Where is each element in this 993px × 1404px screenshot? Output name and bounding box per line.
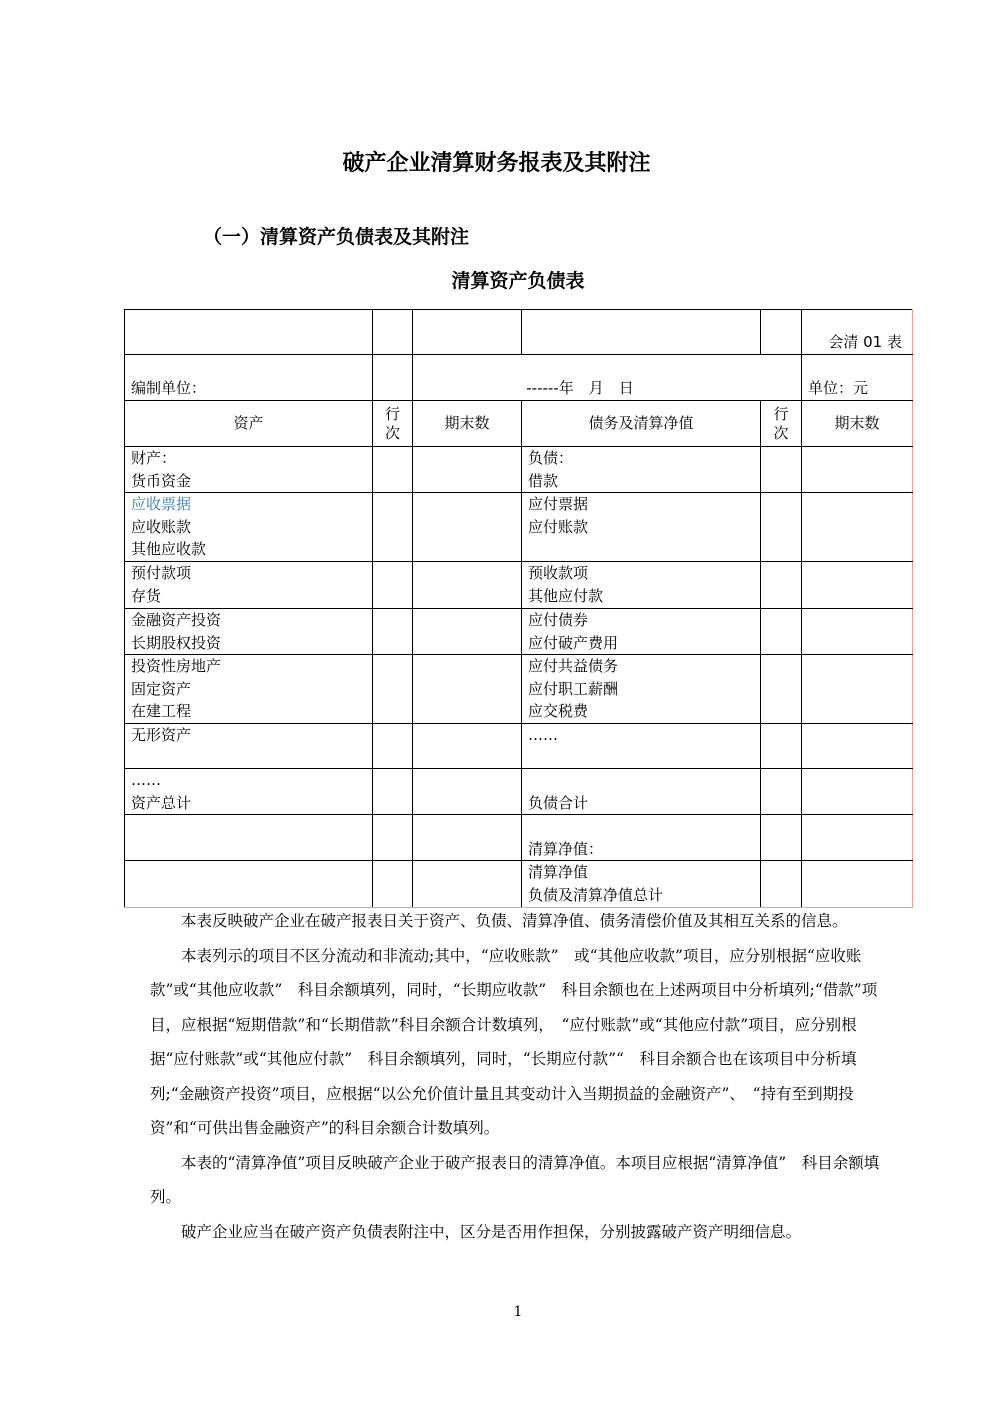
liability-cell xyxy=(522,493,761,562)
liability-cell xyxy=(522,724,761,769)
asset-item: 投资性房地产 xyxy=(131,657,222,675)
liability-item: 应付债券 xyxy=(528,611,589,629)
asset-cell xyxy=(125,493,373,562)
liability-item: 应付破产费用 xyxy=(528,633,619,652)
form-code: 会清 01 表 xyxy=(802,310,913,355)
liability-item: …… xyxy=(528,726,558,744)
asset-item: 预付款项 xyxy=(131,564,192,582)
table-row xyxy=(125,562,913,609)
note-paragraph: 本表的“清算净值”项目反映破产企业于破产报表日的清算净值。本项目应根据“清算净值” 科目余额填列。 xyxy=(150,1153,880,1206)
asset-item: 长期股权投资 xyxy=(131,633,222,652)
liability-cell xyxy=(522,769,761,815)
asset-cell xyxy=(125,769,373,815)
table-row xyxy=(125,769,913,815)
table-row xyxy=(125,609,913,655)
liquidation-net-value: 清算净值 xyxy=(528,863,589,881)
liability-cell xyxy=(522,861,761,908)
header-assets: 资产 xyxy=(125,401,373,447)
header-row xyxy=(125,401,913,447)
header-row-no-b xyxy=(761,401,802,447)
info-row xyxy=(125,355,913,401)
asset-item: 财产： xyxy=(131,449,177,467)
document-title: 破产企业清算财务报表及其附注 xyxy=(342,150,651,176)
balance-sheet-table xyxy=(124,309,913,908)
asset-cell xyxy=(125,447,373,493)
asset-item: 存货 xyxy=(131,586,162,605)
note-paragraph: 本表反映破产企业在破产报表日关于资产、负债、清算净值、债务清偿价值及其相互关系的信息。 xyxy=(181,912,848,930)
header-row-no-2: 次 xyxy=(384,423,400,442)
asset-item: 其他应收款 xyxy=(131,540,207,558)
header-row-no-b2: 次 xyxy=(773,423,789,442)
grand-total: 负债及清算净值总计 xyxy=(528,885,664,904)
asset-item: 货币资金 xyxy=(131,471,192,490)
asset-item: …… xyxy=(131,771,161,789)
table-title: 清算资产负债表 xyxy=(451,270,585,292)
header-period-end: 期末数 xyxy=(413,401,522,447)
form-code-row xyxy=(125,310,913,355)
liquidation-net-value-heading: 清算净值： xyxy=(528,839,604,858)
header-liabilities: 债务及清算净值 xyxy=(522,401,761,447)
table-notes xyxy=(150,904,892,1249)
header-period-end-b: 期末数 xyxy=(802,401,913,447)
note-paragraph: 本表列示的项目不区分流动和非流动;其中，“应收账款” 或“其他应收款”项目，应分别根据“应收账款”或“其他应收款” 科目余额填列，同时，“长期应收款” 科目余额也在上述两项目中分析填列;“借款”项目，应根据“短期借款”和“长期借款”科目余额合计数填列， “应付账款”或“其他应付款”项目，应分别根据“应付账款”或“其他应付款” 科目余额填列，同时，“长期应付款”“ 科目余额合也在该项目中分析填列;“金融资产投资”项目，应根据“以公允价值计量且其变动计入当期损益的金融资产”、 “持有至到期投资”和“可供出售金融资产”的科目余额合计数填列。 xyxy=(150,946,878,1137)
liability-item: 借款 xyxy=(528,471,559,490)
liability-item: 负债： xyxy=(528,449,574,467)
liability-item: 应付职工薪酬 xyxy=(528,679,619,698)
header-row-no-1: 行 xyxy=(384,404,400,423)
asset-cell xyxy=(125,655,373,724)
date-label: ------年 月 日 xyxy=(413,355,802,401)
table-row xyxy=(125,815,913,861)
unit-label: 单位：元 xyxy=(802,355,913,401)
liability-cell xyxy=(522,815,761,861)
liability-cell xyxy=(522,447,761,493)
asset-item-link[interactable]: 应收票据 xyxy=(131,495,192,513)
liability-item: 预收款项 xyxy=(528,564,589,582)
liability-item xyxy=(528,769,760,792)
asset-total: 资产总计 xyxy=(131,793,192,812)
asset-item: 无形资产 xyxy=(131,726,192,744)
table-row xyxy=(125,655,913,724)
liability-item xyxy=(528,815,760,838)
table-row xyxy=(125,861,913,908)
asset-cell xyxy=(125,562,373,609)
asset-item: 在建工程 xyxy=(131,702,192,720)
liability-item: 应付票据 xyxy=(528,495,589,513)
table-row xyxy=(125,447,913,493)
table-row xyxy=(125,493,913,562)
liability-item: 应交税费 xyxy=(528,702,589,720)
liability-cell xyxy=(522,655,761,724)
liability-total: 负债合计 xyxy=(528,793,589,812)
asset-item: 固定资产 xyxy=(131,679,192,698)
section-title: （一）清算资产负债表及其附注 xyxy=(203,226,470,248)
note-paragraph: 破产企业应当在破产资产负债表附注中，区分是否用作担保，分别披露破产资产明细信息。 xyxy=(181,1222,802,1241)
liability-item: 应付共益债务 xyxy=(528,657,619,675)
liability-item: 应付账款 xyxy=(528,517,589,536)
page-number: 1 xyxy=(513,1304,523,1320)
prepared-by-label: 编制单位： xyxy=(125,355,373,401)
liability-cell xyxy=(522,562,761,609)
header-row-no xyxy=(373,401,413,447)
asset-cell xyxy=(125,609,373,655)
header-row-no-b1: 行 xyxy=(773,404,789,423)
liability-cell xyxy=(522,609,761,655)
liability-item: 其他应付款 xyxy=(528,586,604,605)
asset-item: 金融资产投资 xyxy=(131,611,222,629)
asset-item: 应收账款 xyxy=(131,517,192,536)
table-row xyxy=(125,724,913,769)
asset-cell xyxy=(125,724,373,769)
